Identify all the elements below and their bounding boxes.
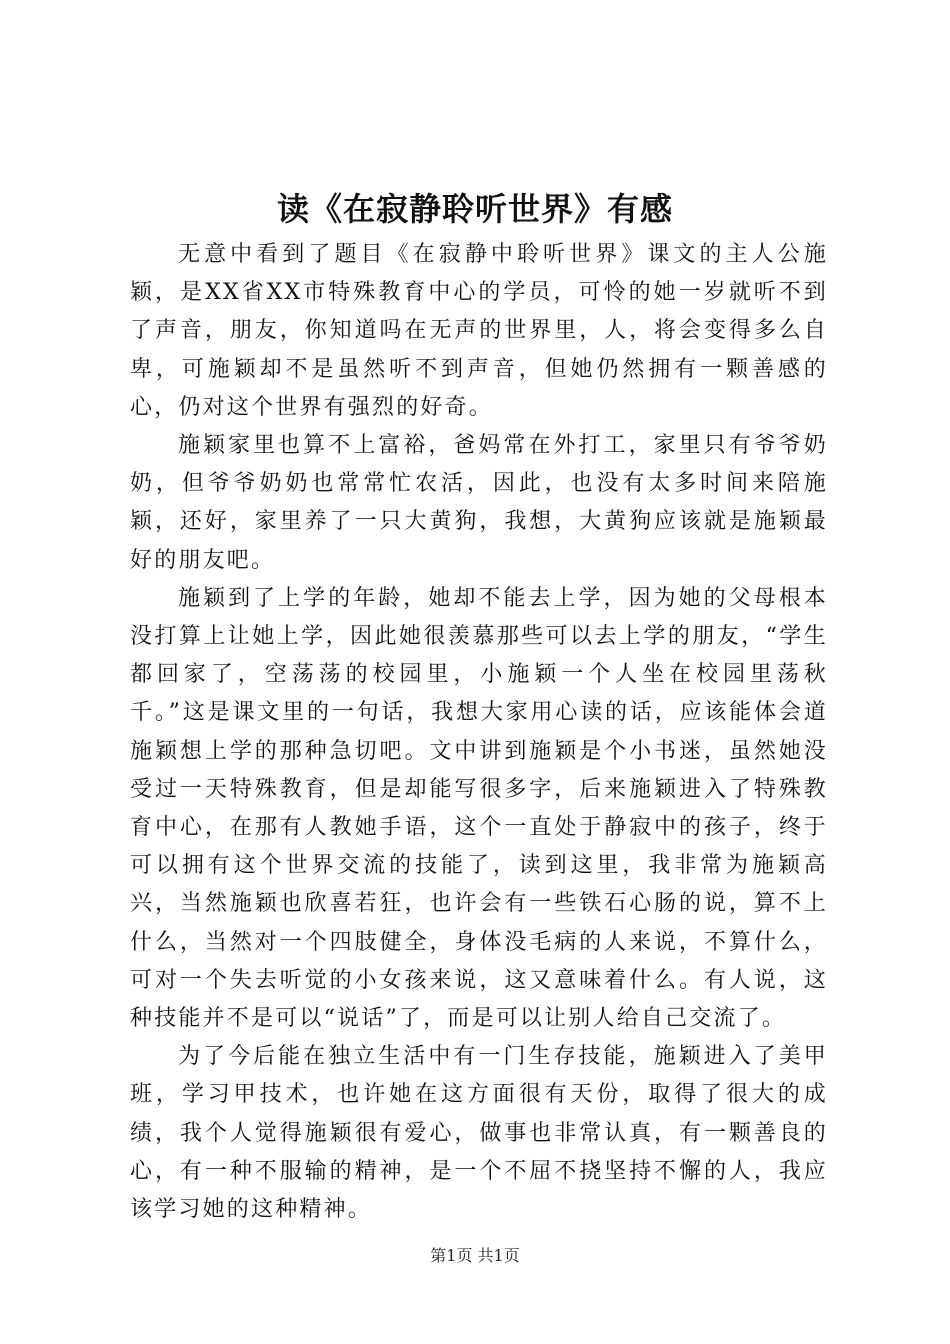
page-footer: 第1页 共1页 (430, 1246, 520, 1265)
paragraph-4: 为了今后能在独立生活中有一门生存技能，施颖进入了美甲班，学习甲技术，也许她在这方面很有天份，取得了很大的成绩，我个人觉得施颖很有爱心，做事也非常认真，有一颗善良的心，有一种不服输的精神，是一个不屈不挠坚持不懈的人，我应该学习她的这种精神。 (130, 1044, 828, 1223)
document-title: 读《在寂静聆听世界》有感 (276, 190, 673, 228)
paragraph-3: 施颖到了上学的年龄，她却不能去上学，因为她的父母根本没打算上让她上学，因此她很羡慕那些可以去上学的朋友，“学生都回家了，空荡荡的校园里，小施颖一个人坐在校园里荡秋千。”这是课文里的一句话，我想大家用心读的话，应该能体会道施颖想上学的那种急切吧。文中讲到施颖是个小书迷，虽然她没受过一天特殊教育，但是却能写很多字，后来施颖进入了特殊教育中心，在那有人教她手语，这个一直处于静寂中的孩子，终于可以拥有这个世界交流的技能了，读到这里，我非常为施颖高兴，当然施颖也欣喜若狂，也许会有一些铁石心肠的说，算不上什么，当然对一个四肢健全，身体没毛病的人来说，不算什么，可对一个失去听觉的小女孩来说，这又意味着什么。有人说，这种技能并不是可以“说话”了，而是可以让别人给自己交流了。 (130, 585, 828, 1032)
document-body (130, 236, 828, 1229)
paragraph-2: 施颖家里也算不上富裕，爸妈常在外打工，家里只有爷爷奶奶，但爷爷奶奶也常常忙农活，因此，也没有太多时间来陪施颖，还好，家里养了一只大黄狗，我想，大黄狗应该就是施颖最好的朋友吧。 (130, 433, 828, 573)
paragraph-1: 无意中看到了题目《在寂静中聆听世界》课文的主人公施颖，是XX省XX市特殊教育中心的学员，可怜的她一岁就听不到了声音，朋友，你知道吗在无声的世界里，人，将会变得多么自卑，可施颖却不是虽然听不到声音，但她仍然拥有一颗善感的心，仍对这个世界有强烈的好奇。 (130, 242, 828, 420)
